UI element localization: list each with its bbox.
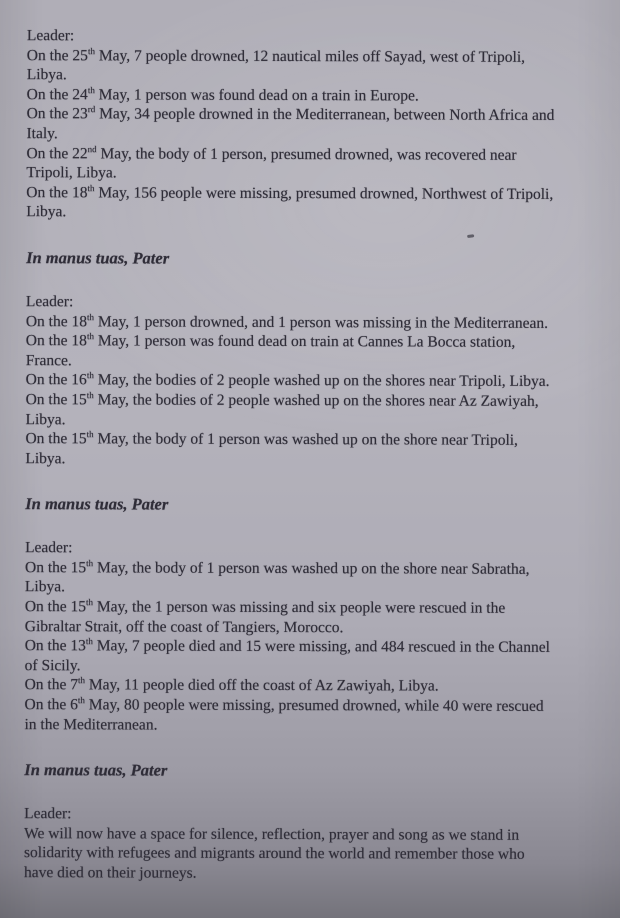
document-line: On the 7th May, 11 people died off the coast of Az Zawiyah, Libya.: [24, 675, 439, 695]
ordinal-suffix: th: [87, 84, 95, 95]
document-line: On the 18th May, 156 people were missing, presumed drowned, Northwest of Tripoli,: [26, 182, 554, 203]
document-line: On the 15th May, the body of 1 person was washed up on the shore near Sabratha,: [24, 558, 530, 578]
leader-block: [25, 292, 611, 470]
document-line: Libya.: [26, 203, 67, 221]
refrain-heading: In manus tuas, Pater: [26, 248, 170, 268]
ordinal-suffix: th: [87, 311, 95, 322]
leader-label: Leader:: [25, 539, 73, 557]
document-line: On the 15th May, the 1 person was missing and six people were rescued in the: [24, 597, 506, 617]
ordinal-suffix: th: [86, 390, 94, 401]
ordinal-suffix: th: [86, 429, 94, 440]
document-text: [24, 26, 612, 885]
document-line: Libya.: [25, 449, 66, 467]
ordinal-suffix: rd: [87, 104, 96, 115]
refrain-heading: In manus tuas, Pater: [24, 760, 168, 780]
refrain-heading: In manus tuas, Pater: [25, 494, 169, 514]
document-line: On the 23rd May, 34 people drowned in the Mediterranean, between North Africa and: [26, 104, 555, 125]
document-line: solidarity with refugees and migrants around the world and remember those who: [23, 844, 525, 864]
ordinal-suffix: th: [77, 675, 86, 686]
document-line: Gibraltar Strait, off the coast of Tangiers, Morocco.: [24, 617, 344, 636]
document-line: On the 16th May, the bodies of 2 people washed up on the shores near Tripoli, Libya.: [25, 370, 550, 391]
ordinal-suffix: th: [86, 370, 94, 381]
leader-block: [24, 804, 609, 884]
document-line: On the 25th May, 7 people drowned, 12 nautical miles off Sayad, west of Tripoli,: [26, 45, 526, 66]
document-line: On the 22nd May, the body of 1 person, presumed drowned, was recovered near: [26, 143, 517, 164]
ordinal-suffix: th: [87, 182, 95, 193]
document-line: Italy.: [26, 125, 58, 143]
document-line: On the 15th May, the bodies of 2 people washed up on the shores near Az Zawiyah,: [25, 390, 539, 410]
leader-label: Leader:: [26, 27, 75, 45]
leader-block: [26, 26, 612, 224]
document-line: We will now have a space for silence, reflection, prayer and song as we stand in: [24, 824, 520, 844]
ordinal-suffix: th: [87, 45, 95, 56]
document-line: have died on their journeys.: [23, 864, 197, 882]
leader-block: [24, 538, 610, 736]
ordinal-suffix: th: [86, 558, 94, 569]
document-line: in the Mediterranean.: [24, 715, 158, 734]
leader-label: Leader:: [24, 805, 72, 823]
document-line: France.: [25, 351, 72, 369]
ordinal-suffix: th: [86, 597, 94, 608]
document-line: On the 18th May, 1 person drowned, and 1 person was missing in the Mediterranean.: [25, 311, 549, 332]
document-line: Tripoli, Libya.: [26, 164, 117, 182]
document-line: On the 15th May, the body of 1 person was washed up on the shore near Tripoli,: [25, 429, 518, 449]
document-line: On the 6th May, 80 people were missing, presumed drowned, while 40 were rescued: [24, 695, 544, 715]
document-line: of Sicily.: [24, 656, 81, 675]
ordinal-suffix: th: [86, 331, 95, 342]
ordinal-suffix: nd: [87, 143, 97, 154]
document-line: Libya.: [26, 66, 67, 84]
document-line: On the 24th May, 1 person was found dead on a train in Europe.: [26, 84, 419, 105]
ordinal-suffix: th: [85, 636, 93, 647]
document-line: Libya.: [24, 578, 66, 596]
document-line: On the 13th May, 7 people died and 15 were missing, and 484 rescued in the Channel: [24, 636, 550, 657]
leader-label: Leader:: [25, 293, 74, 311]
document-line: Libya.: [25, 410, 66, 428]
document-line: On the 18th May, 1 person was found dead on train at Cannes La Bocca station,: [25, 331, 516, 351]
ordinal-suffix: th: [77, 695, 85, 706]
